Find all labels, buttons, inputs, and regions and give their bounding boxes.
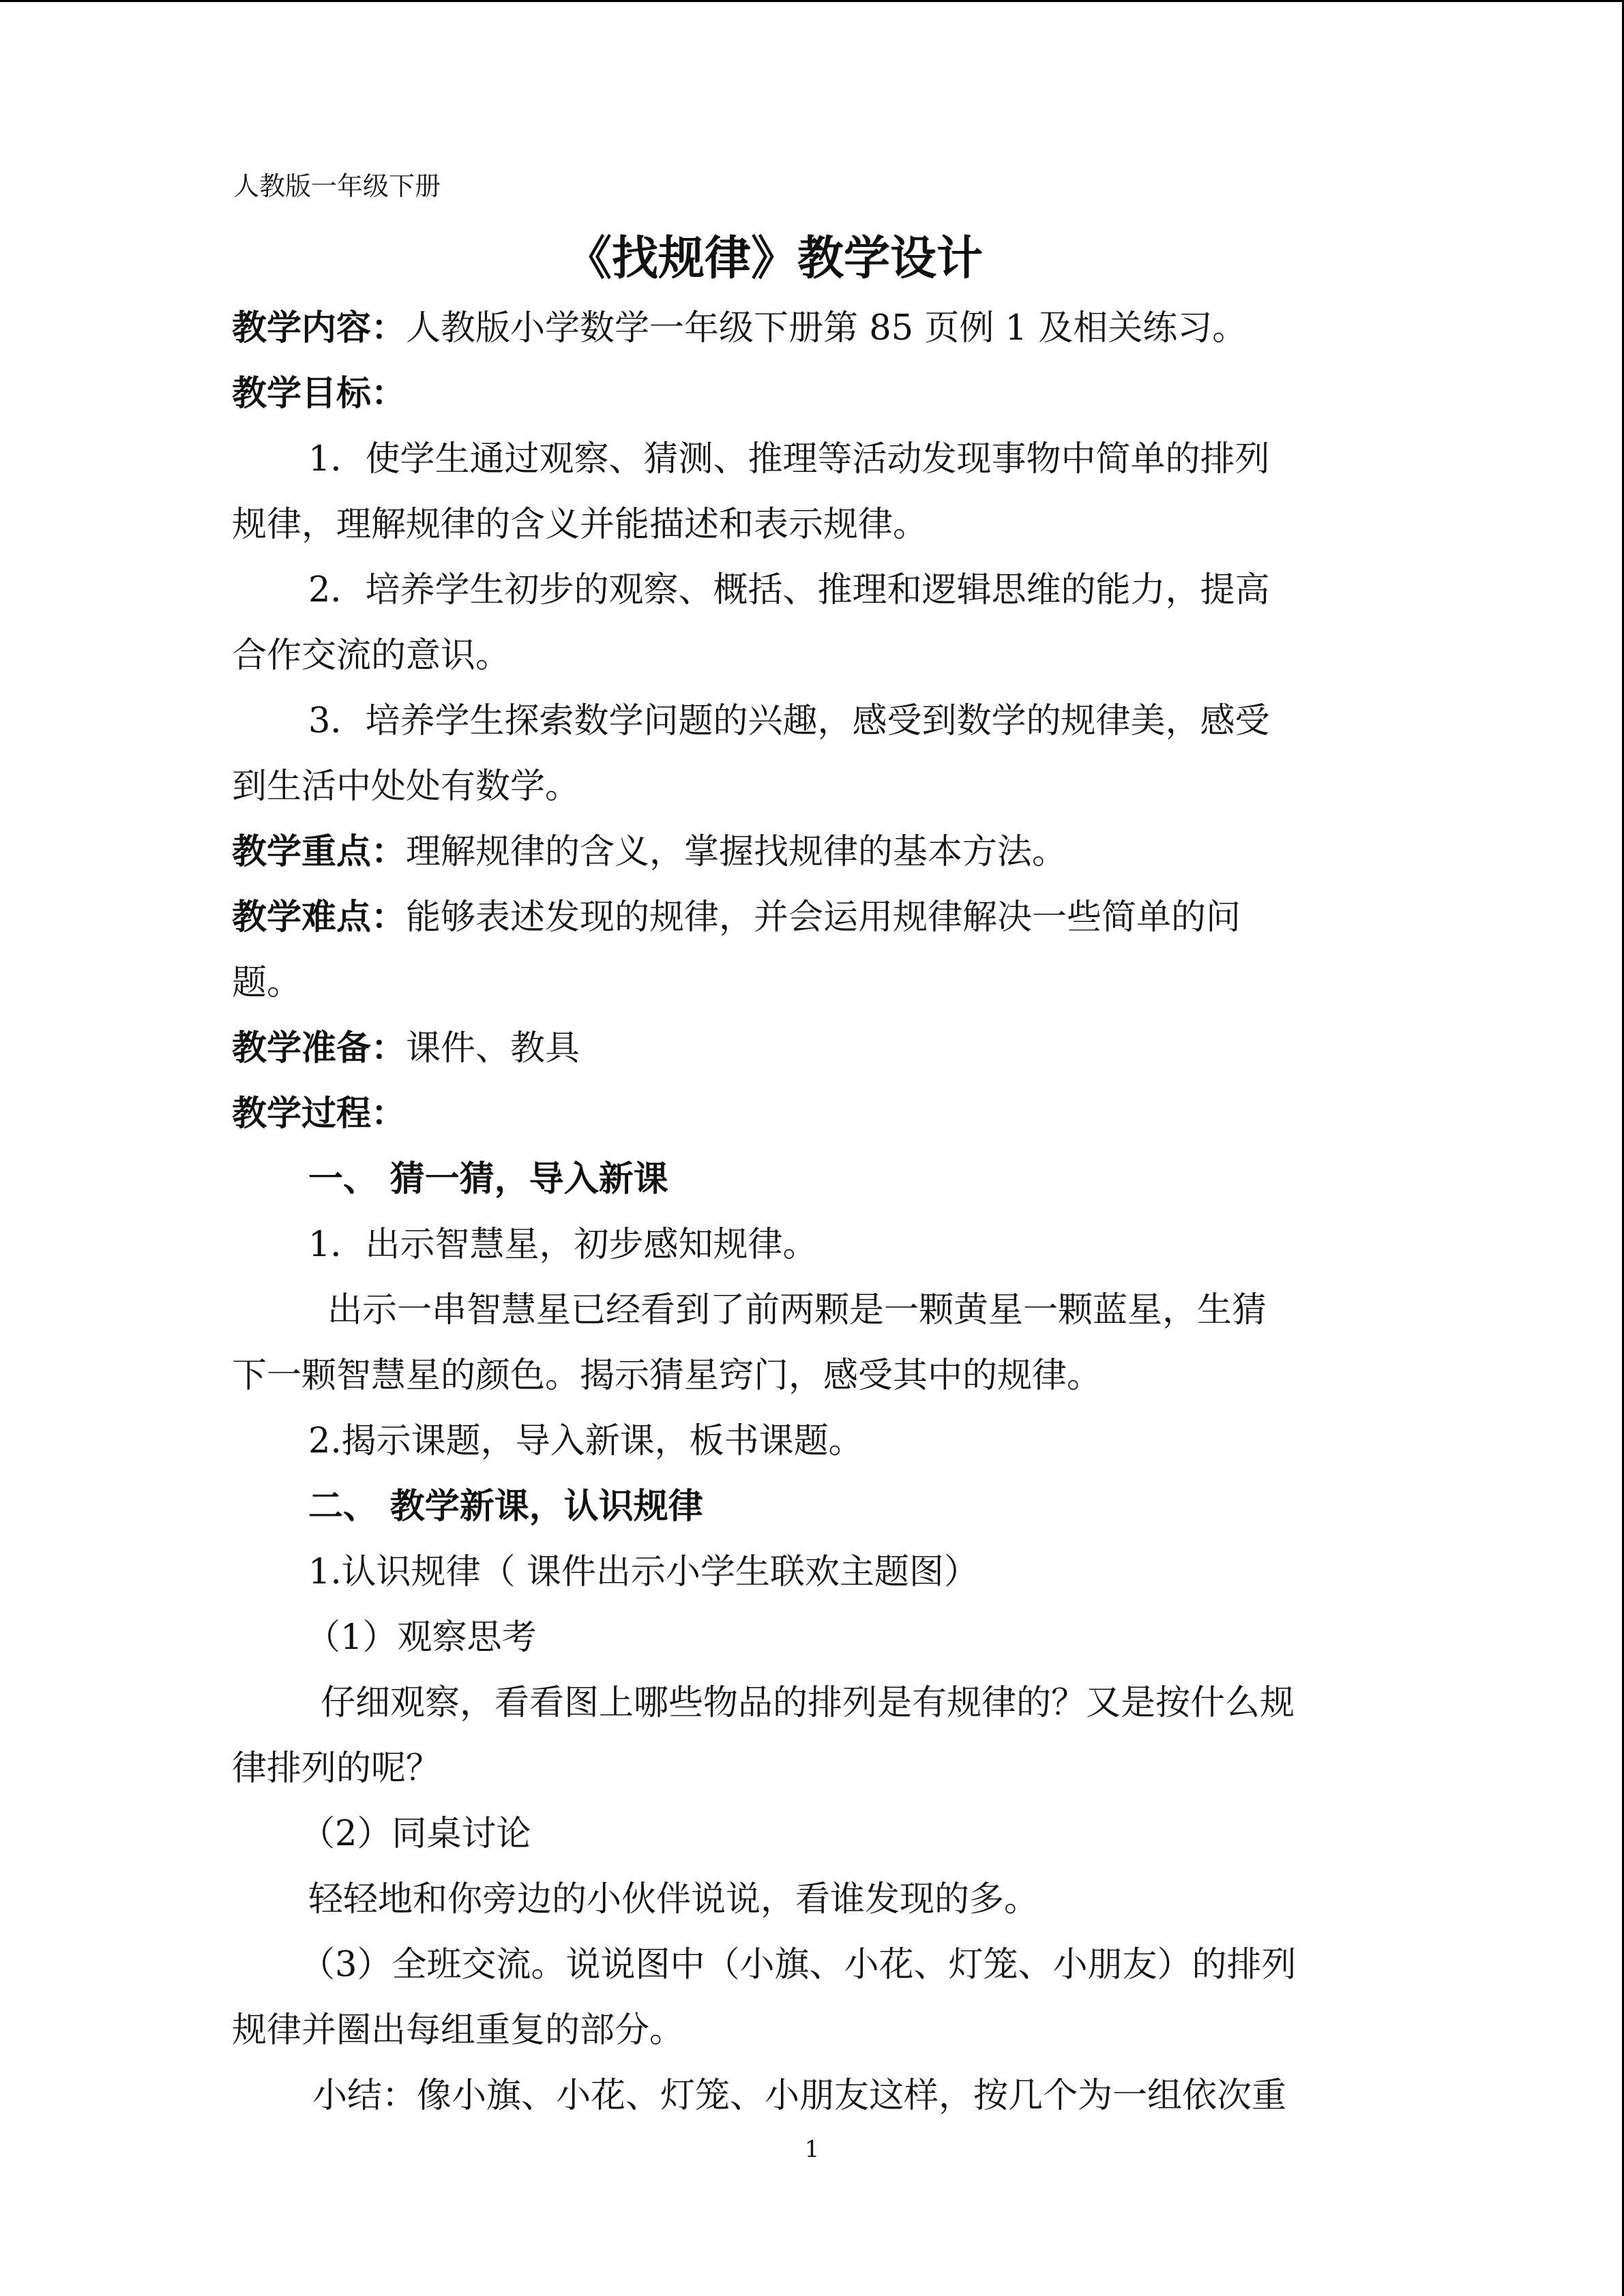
key-point-label: 教学重点： [232,832,407,872]
section-1-heading: 一、 猜一猜，导入新课 [308,1159,668,1199]
difficulty-text-1: 能够表述发现的规律，并会运用规律解决一些简单的问 [406,897,1241,938]
section-2-sub-1: （1）观察思考 [306,1617,537,1658]
difficulty-line-2: 题。 [232,963,302,1003]
teaching-content-label: 教学内容： [232,308,407,348]
section-2-sub-3-line-2: 规律并圈出每组重复的部分。 [232,2010,685,2051]
section-2-sub-1-line-1: 仔细观察，看看图上哪些物品的排列是有规律的？又是按什么规 [321,1683,1295,1723]
summary-line-1: 小结：像小旗、小花、灯笼、小朋友这样，按几个为一组依次重 [312,2076,1287,2116]
section-1-item-2: 2.揭示课题，导入新课，板书课题。 [308,1421,863,1461]
section-2-item-1: 1.认识规律（ 课件出示小学生联欢主题图） [308,1552,979,1592]
section-2-sub-2-text: 轻轻地和你旁边的小伙伴说说，看谁发现的多。 [308,1879,1039,1920]
header-note: 人教版一年级下册 [233,171,441,201]
teaching-content-line [232,308,1247,349]
section-1-item-1: 1．出示智慧星，初步感知规律。 [308,1225,818,1265]
section-2-heading: 二、 教学新课，认识规律 [308,1487,703,1527]
teaching-goals-label: 教学目标： [232,374,407,414]
process-line [232,1094,406,1135]
section-2-sub-2: （2）同桌讨论 [300,1814,531,1854]
page-top-border [0,0,1624,2]
section-1-paragraph-line-2: 下一颗智慧星的颜色。揭示猜星窍门，感受其中的规律。 [232,1356,1102,1396]
preparation-label: 教学准备： [232,1028,407,1069]
section-2-sub-3-line-1: （3）全班交流。说说图中（小旗、小花、灯笼、小朋友）的排列 [300,1945,1297,1985]
key-point-line [232,832,1067,873]
key-point-text: 理解规律的含义，掌握找规律的基本方法。 [406,832,1067,872]
section-1-paragraph-line-1: 出示一串智慧星已经看到了前两颗是一颗黄星一颗蓝星，生猜 [327,1290,1267,1330]
goal-2-line-2: 合作交流的意识。 [232,636,511,676]
difficulty-line-1 [232,897,1241,938]
goal-1-line-1: 1．使学生通过观察、猜测、推理等活动发现事物中简单的排列 [308,439,1270,479]
teaching-goals-line [232,374,406,415]
preparation-text: 课件、教具 [406,1028,580,1069]
difficulty-label: 教学难点： [232,897,407,938]
preparation-line [232,1028,580,1069]
goal-3-line-2: 到生活中处处有数学。 [232,766,580,807]
goal-3-line-1: 3．培养学生探索数学问题的兴趣，感受到数学的规律美，感受 [308,701,1270,741]
goal-1-line-2: 规律，理解规律的含义并能描述和表示规律。 [232,505,928,545]
teaching-content-text: 人教版小学数学一年级下册第 85 页例 1 及相关练习。 [406,308,1247,348]
section-2-sub-1-line-2: 律排列的呢？ [232,1748,441,1789]
process-label: 教学过程： [232,1094,407,1134]
document-title: 《找规律》教学设计 [565,232,983,286]
page-number: 1 [804,2136,820,2163]
goal-2-line-1: 2．培养学生初步的观察、概括、推理和逻辑思维的能力，提高 [308,570,1270,610]
